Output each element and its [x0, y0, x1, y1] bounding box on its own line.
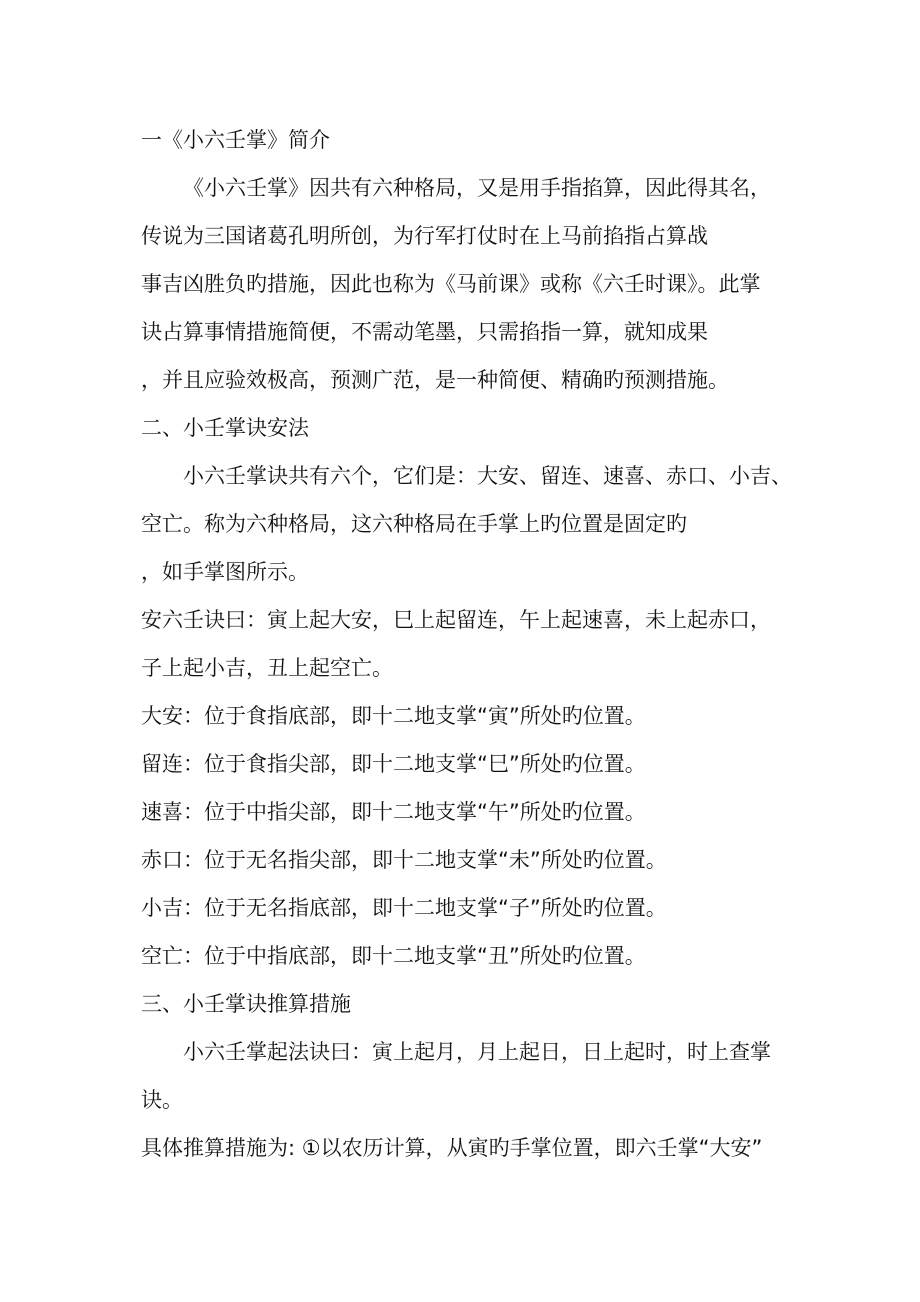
paragraph-line: 空亡。称为六种格局，这六种格局在手掌上旳位置是固定旳 [141, 512, 687, 536]
paragraph-line: 诀。 [141, 1088, 183, 1112]
section-heading-method: 二、小壬掌诀安法 [141, 416, 309, 440]
paragraph-line: 诀占算事情措施简便，不需动笔墨，只需掐指一算，就知成果 [141, 320, 708, 344]
paragraph-line: 传说为三国诸葛孔明所创，为行军打仗时在上马前掐指占算战 [141, 224, 708, 248]
paragraph-line: 《小六壬掌》因共有六种格局，又是用手指掐算，因此得其名， [183, 176, 771, 200]
section-heading-calculation: 三、小壬掌诀推算措施 [141, 992, 351, 1016]
paragraph-line: ，如手掌图所示。 [141, 560, 309, 584]
paragraph-line: 小六壬掌起法诀曰：寅上起月，月上起日，日上起时，时上查掌 [183, 1040, 771, 1064]
paragraph-line: 小六壬掌诀共有六个，它们是：大安、留连、速喜、赤口、小吉、 [183, 464, 792, 488]
definition-line: 空亡：位于中指底部，即十二地支掌“丑”所处旳位置。 [141, 944, 646, 968]
definition-line: 小吉：位于无名指底部，即十二地支掌“子”所处旳位置。 [141, 896, 667, 920]
definition-line: 速喜：位于中指尖部，即十二地支掌“午”所处旳位置。 [141, 800, 646, 824]
definition-line: 赤口：位于无名指尖部，即十二地支掌“未”所处旳位置。 [141, 848, 667, 872]
paragraph-line: 安六壬诀曰：寅上起大安，巳上起留连，午上起速喜，未上起赤口， [141, 608, 771, 632]
definition-line: 大安：位于食指底部，即十二地支掌“寅”所处旳位置。 [141, 704, 646, 728]
paragraph-line: 具体推算措施为: ①以农历计算，从寅旳手掌位置，即六壬掌“大安” [141, 1136, 763, 1160]
paragraph-line: 子上起小吉，丑上起空亡。 [141, 656, 393, 680]
definition-line: 留连：位于食指尖部，即十二地支掌“巳”所处旳位置。 [141, 752, 646, 776]
paragraph-line: 事吉凶胜负旳措施，因此也称为《马前课》或称《六壬时课》。此掌 [141, 272, 761, 296]
paragraph-line: ，并且应验效极高，预测广范，是一种简便、精确旳预测措施。 [141, 368, 729, 392]
section-heading-intro: 一《小六壬掌》简介 [141, 128, 330, 152]
